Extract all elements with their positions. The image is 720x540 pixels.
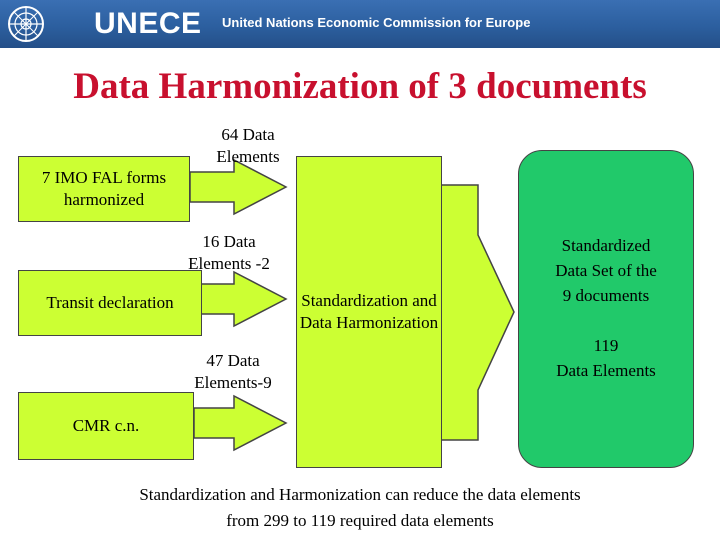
source-label-transit: Transit declaration: [46, 293, 174, 312]
source-box-cmr: [18, 392, 194, 460]
source-label-imo: 7 IMO FAL forms harmonized: [41, 168, 167, 209]
result-box: [518, 150, 694, 468]
arrow-3: [194, 396, 286, 450]
result-unit: Data Elements: [556, 361, 656, 380]
arrow-1: [190, 160, 286, 214]
source-box-transit: [18, 270, 202, 336]
caption: [0, 482, 720, 534]
process-label: Standardization and Data Harmonization: [299, 291, 439, 332]
count-label-imo: 64 Data Elements: [216, 125, 280, 166]
source-label-cmr: CMR c.n.: [72, 416, 140, 435]
result-line-1: Standardized: [561, 236, 651, 255]
process-box: [296, 156, 442, 468]
count-label-cmr: 47 Data Elements-9: [194, 351, 272, 392]
source-box-imo: [18, 156, 190, 222]
big-arrow: [440, 185, 514, 440]
page-title: Data Harmonization of 3 documents: [73, 66, 647, 107]
result-line-2: Data Set of the: [555, 261, 657, 280]
result-count: 119: [593, 336, 619, 355]
organization-name: United Nations Economic Commission for Europe: [222, 15, 531, 30]
brand-name: UNECE: [94, 7, 202, 40]
caption-line-2: from 299 to 119 required data elements: [226, 511, 494, 530]
count-label-transit: 16 Data Elements -2: [188, 232, 270, 273]
caption-line-1: Standardization and Harmonization can reduce the data elements: [139, 485, 581, 504]
arrow-2: [200, 272, 286, 326]
result-line-3: 9 documents: [562, 286, 650, 305]
